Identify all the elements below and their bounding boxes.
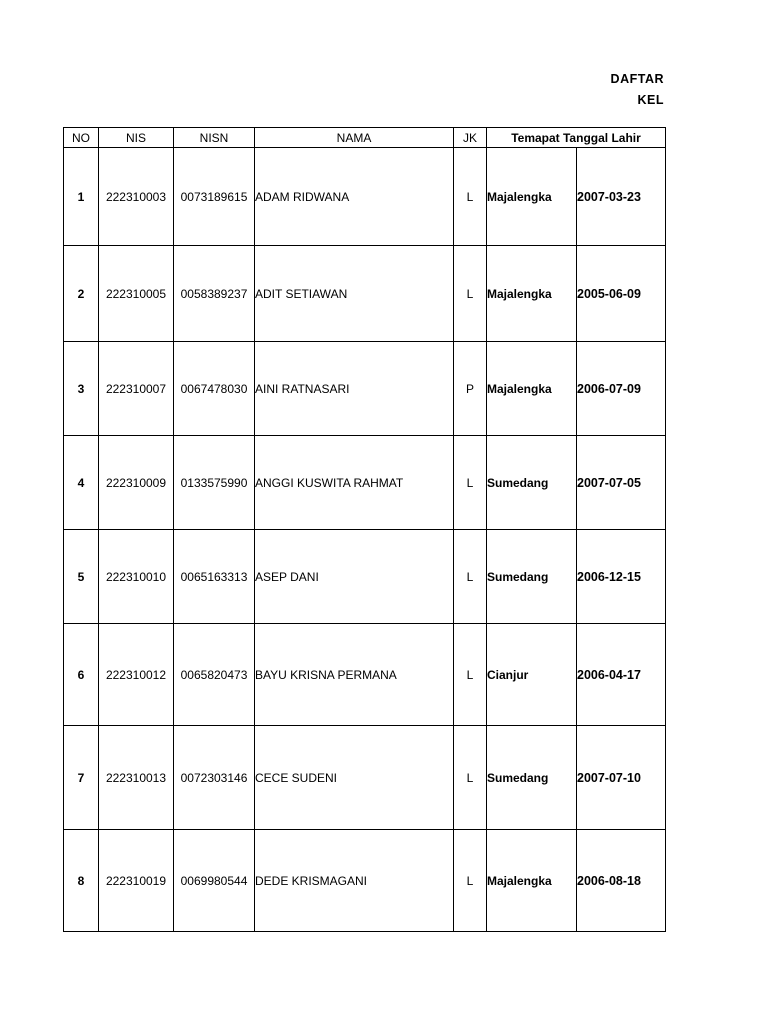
tempat-lahir-cell: Majalengka <box>487 148 577 246</box>
tempat-lahir-cell: Sumedang <box>487 726 577 830</box>
table-row <box>64 436 666 530</box>
row-number: 4 <box>64 436 99 530</box>
nama-cell: BAYU KRISNA PERMANA <box>255 624 454 726</box>
tempat-lahir-cell: Majalengka <box>487 342 577 436</box>
nis-cell: 222310007 <box>99 342 174 436</box>
table-row <box>64 726 666 830</box>
nis-cell: 222310005 <box>99 246 174 342</box>
nisn-cell: 0065163313 <box>174 530 255 624</box>
tempat-lahir-cell: Majalengka <box>487 246 577 342</box>
table-row <box>64 342 666 436</box>
document-title-line-2: KEL <box>637 93 664 107</box>
tanggal-lahir-cell: 2006-08-18 <box>577 830 666 932</box>
jk-cell: L <box>454 624 487 726</box>
nama-cell: DEDE KRISMAGANI <box>255 830 454 932</box>
column-header-nisn: NISN <box>174 128 255 148</box>
nis-cell: 222310019 <box>99 830 174 932</box>
document-title-line-1: DAFTAR <box>610 72 664 86</box>
row-number: 8 <box>64 830 99 932</box>
row-number: 6 <box>64 624 99 726</box>
tempat-lahir-cell: Sumedang <box>487 436 577 530</box>
row-number: 7 <box>64 726 99 830</box>
jk-cell: P <box>454 342 487 436</box>
nisn-cell: 0065820473 <box>174 624 255 726</box>
tempat-lahir-cell: Sumedang <box>487 530 577 624</box>
table-row <box>64 148 666 246</box>
column-header-no: NO <box>64 128 99 148</box>
tanggal-lahir-cell: 2005-06-09 <box>577 246 666 342</box>
row-number: 2 <box>64 246 99 342</box>
nis-cell: 222310012 <box>99 624 174 726</box>
tempat-lahir-cell: Majalengka <box>487 830 577 932</box>
row-number: 3 <box>64 342 99 436</box>
tanggal-lahir-cell: 2006-04-17 <box>577 624 666 726</box>
tanggal-lahir-cell: 2006-12-15 <box>577 530 666 624</box>
nama-cell: ADIT SETIAWAN <box>255 246 454 342</box>
jk-cell: L <box>454 246 487 342</box>
nisn-cell: 0133575990 <box>174 436 255 530</box>
column-header-nama: NAMA <box>255 128 454 148</box>
nisn-cell: 0073189615 <box>174 148 255 246</box>
nis-cell: 222310010 <box>99 530 174 624</box>
nisn-cell: 0067478030 <box>174 342 255 436</box>
student-roster-table <box>63 127 666 932</box>
table-row <box>64 624 666 726</box>
nama-cell: ASEP DANI <box>255 530 454 624</box>
jk-cell: L <box>454 530 487 624</box>
nis-cell: 222310009 <box>99 436 174 530</box>
table-header-row <box>64 128 666 148</box>
nama-cell: AINI RATNASARI <box>255 342 454 436</box>
tanggal-lahir-cell: 2007-07-10 <box>577 726 666 830</box>
row-number: 5 <box>64 530 99 624</box>
nisn-cell: 0072303146 <box>174 726 255 830</box>
nama-cell: ANGGI KUSWITA RAHMAT <box>255 436 454 530</box>
column-header-tempat-tanggal-lahir: Temapat Tanggal Lahir <box>487 128 666 148</box>
tanggal-lahir-cell: 2006-07-09 <box>577 342 666 436</box>
row-number: 1 <box>64 148 99 246</box>
nama-cell: CECE SUDENI <box>255 726 454 830</box>
nisn-cell: 0069980544 <box>174 830 255 932</box>
jk-cell: L <box>454 830 487 932</box>
table-row <box>64 530 666 624</box>
table-row <box>64 246 666 342</box>
jk-cell: L <box>454 148 487 246</box>
table-body <box>64 148 666 932</box>
tempat-lahir-cell: Cianjur <box>487 624 577 726</box>
nis-cell: 222310013 <box>99 726 174 830</box>
nama-cell: ADAM RIDWANA <box>255 148 454 246</box>
nisn-cell: 0058389237 <box>174 246 255 342</box>
tanggal-lahir-cell: 2007-03-23 <box>577 148 666 246</box>
tanggal-lahir-cell: 2007-07-05 <box>577 436 666 530</box>
column-header-jk: JK <box>454 128 487 148</box>
jk-cell: L <box>454 726 487 830</box>
jk-cell: L <box>454 436 487 530</box>
column-header-nis: NIS <box>99 128 174 148</box>
table-row <box>64 830 666 932</box>
nis-cell: 222310003 <box>99 148 174 246</box>
